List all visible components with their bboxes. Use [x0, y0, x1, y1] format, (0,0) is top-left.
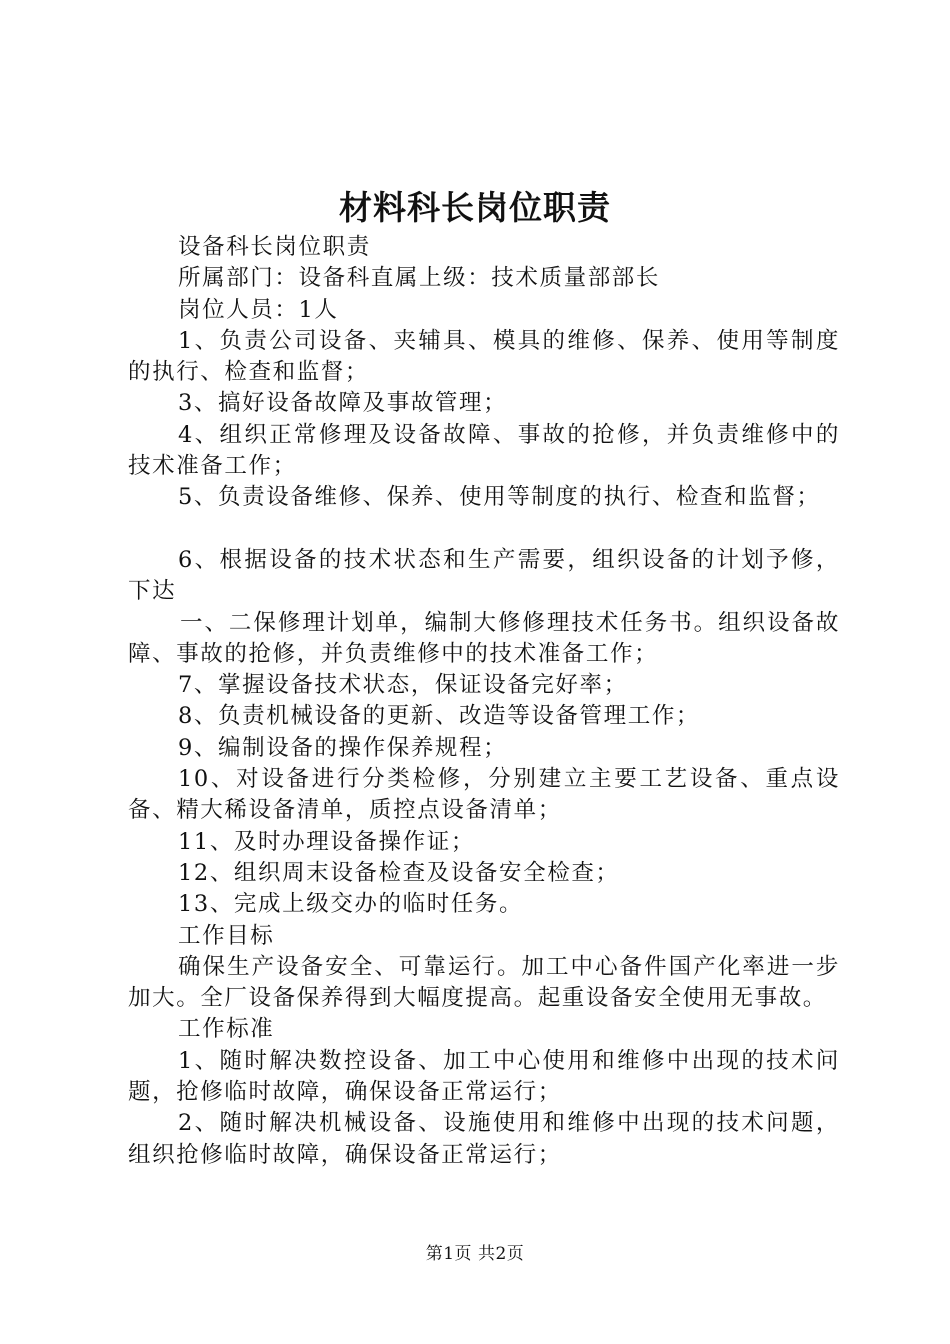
page-footer: 第1页 共2页 — [425, 1244, 525, 1264]
paragraph: 所属部门：设备科直属上级：技术质量部部长 — [178, 265, 661, 292]
blank-line — [128, 514, 840, 545]
paragraph: 4、组织正常修理及设备故障、事故的抢修，并负责维修中的技术准备工作； — [128, 421, 840, 480]
paragraph: 10、对设备进行分类检修，分别建立主要工艺设备、重点设备、精大稀设备清单，质控点设备清单； — [128, 766, 840, 824]
paragraph: 1、负责公司设备、夹辅具、模具的维修、保养、使用等制度的执行、检查和监督； — [128, 327, 840, 386]
paragraph: 12、组织周末设备检查及设备安全检查； — [178, 859, 620, 886]
paragraph: 7、掌握设备技术状态，保证设备完好率； — [178, 672, 628, 699]
paragraph: 确保生产设备安全、可靠运行。加工中心备件国产化率进一步加大。全厂设备保养得到大幅度提高。起重设备安全使用无事故。 — [128, 953, 840, 1012]
document-body — [128, 232, 840, 1171]
paragraph: 13、完成上级交办的临时任务。 — [178, 891, 524, 918]
document-title: 材料科长岗位职责 — [339, 188, 611, 227]
paragraph: 3、搞好设备故障及事故管理； — [178, 390, 508, 417]
paragraph: 6、根据设备的技术状态和生产需要，组织设备的计划予修，下达 — [128, 546, 840, 605]
paragraph: 设备科长岗位职责 — [178, 234, 371, 260]
paragraph: 2、随时解决机械设备、设施使用和维修中出现的技术问题，组织抢修临时故障，确保设备正常运行； — [128, 1110, 840, 1168]
paragraph: 8、负责机械设备的更新、改造等设备管理工作； — [178, 703, 701, 730]
section-heading: 工作标准 — [178, 1016, 275, 1043]
paragraph: 11、及时办理设备操作证； — [178, 828, 475, 855]
paragraph: 1、随时解决数控设备、加工中心使用和维修中出现的技术问题，抢修临时故障，确保设备正常运行； — [128, 1047, 840, 1106]
paragraph: 岗位人员：1人 — [178, 296, 339, 323]
paragraph: 9、编制设备的操作保养规程； — [178, 734, 508, 761]
paragraph: 5、负责设备维修、保养、使用等制度的执行、检查和监督； — [178, 484, 821, 511]
section-heading: 工作目标 — [178, 922, 275, 949]
paragraph: 一、二保修理计划单，编制大修修理技术任务书。组织设备故障、事故的抢修，并负责维修中的技术准备工作； — [128, 609, 840, 667]
